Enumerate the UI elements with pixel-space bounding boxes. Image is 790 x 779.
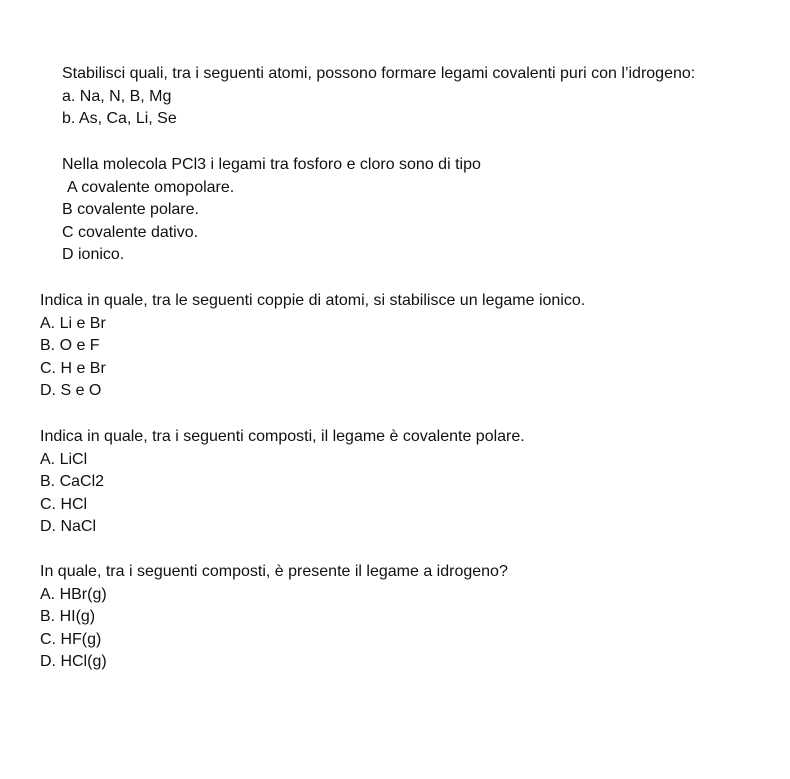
- question-4-option-d: D. NaCl: [40, 518, 97, 535]
- question-3: [40, 290, 585, 403]
- question-3-option-c: C. H e Br: [40, 359, 106, 377]
- question-3-option-d: D. S e O: [40, 382, 102, 399]
- question-5-prompt: In quale, tra i seguenti composti, è presente il legame a idrogeno?: [40, 563, 508, 580]
- question-1-option-a: a. Na, N, B, Mg: [62, 87, 172, 105]
- question-2-option-b: B covalente polare.: [62, 201, 199, 218]
- question-3-prompt: Indica in quale, tra le seguenti coppie di atomi, si stabilisce un legame ionico.: [40, 292, 586, 309]
- question-5-option-a: A. HBr(g): [40, 585, 107, 603]
- question-5-option-b: B. HI(g): [40, 608, 96, 625]
- question-3-option-b: B. O e F: [40, 337, 100, 354]
- question-4-option-c: C. HCl: [40, 495, 88, 513]
- question-5: [40, 561, 508, 674]
- question-2-prompt: Nella molecola PCl3 i legami tra fosforo e cloro sono di tipo: [62, 156, 481, 173]
- question-4-prompt: Indica in quale, tra i seguenti composti, il legame è covalente polare.: [40, 428, 525, 445]
- question-4-option-a: A. LiCl: [40, 450, 88, 468]
- question-1-prompt: Stabilisci quali, tra i seguenti atomi, possono formare legami covalenti puri con l’idrogeno:: [62, 65, 696, 82]
- question-2-option-d: D ionico.: [62, 246, 125, 263]
- question-2-option-c: C covalente dativo.: [62, 223, 199, 241]
- question-5-option-d: D. HCl(g): [40, 653, 107, 670]
- question-4-option-b: B. CaCl2: [40, 473, 105, 490]
- question-2-option-a: A covalente omopolare.: [67, 178, 235, 196]
- question-5-option-c: C. HF(g): [40, 630, 102, 648]
- question-1: [62, 63, 695, 131]
- question-2: [62, 154, 481, 267]
- question-4: [40, 426, 525, 539]
- question-3-option-a: A. Li e Br: [40, 314, 106, 332]
- question-1-option-b: b. As, Ca, Li, Se: [62, 110, 177, 127]
